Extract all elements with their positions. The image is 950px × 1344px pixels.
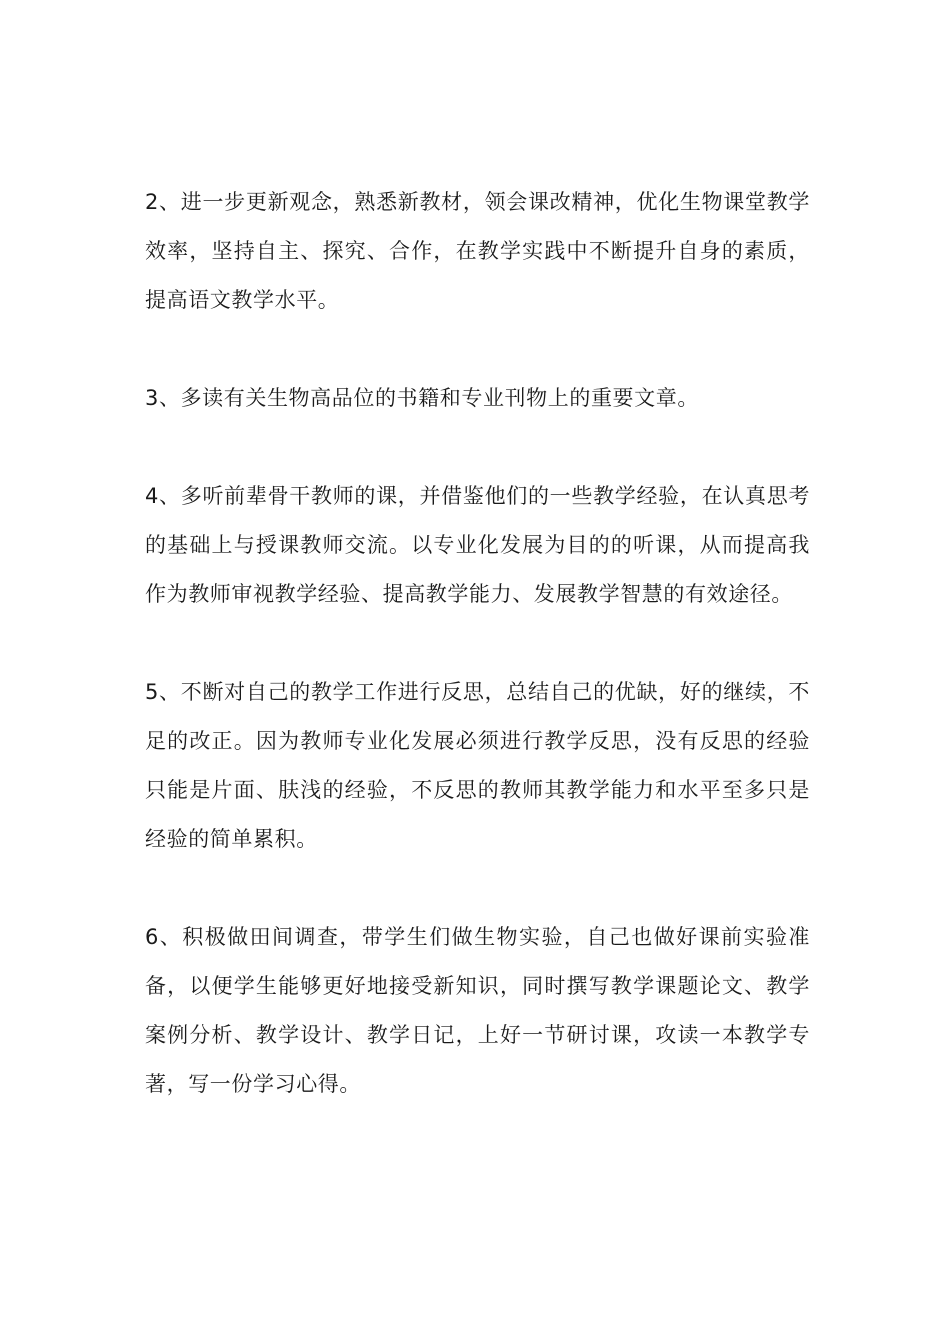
paragraph-item-3: 3、多读有关生物高品位的书籍和专业刊物上的重要文章。: [145, 386, 699, 410]
paragraph-item-2: 2、进一步更新观念，熟悉新教材，领会课改精神，优化生物课堂教学效率，坚持自主、探究、合作，在教学实践中不断提升自身的素质，提高语文教学水平。: [145, 190, 810, 312]
paragraph-item-6: 6、积极做田间调查，带学生们做生物实验，自己也做好课前实验准备，以便学生能够更好地接受新知识，同时撰写教学课题论文、教学案例分析、教学设计、教学日记，上好一节研讨课，攻读一本教学专著，写一份学习心得。: [145, 925, 810, 1096]
document-body: [145, 178, 810, 1109]
paragraph-item-4: 4、多听前辈骨干教师的课，并借鉴他们的一些教学经验，在认真思考的基础上与授课教师交流。以专业化发展为目的的听课，从而提高我作为教师审视教学经验、提高教学能力、发展教学智慧的有效途径。: [145, 484, 810, 606]
paragraph-item-5: 5、不断对自己的教学工作进行反思，总结自己的优缺，好的继续，不足的改正。因为教师专业化发展必须进行教学反思，没有反思的经验只能是片面、肤浅的经验，不反思的教师其教学能力和水平至多只是经验的简单累积。: [145, 680, 810, 851]
